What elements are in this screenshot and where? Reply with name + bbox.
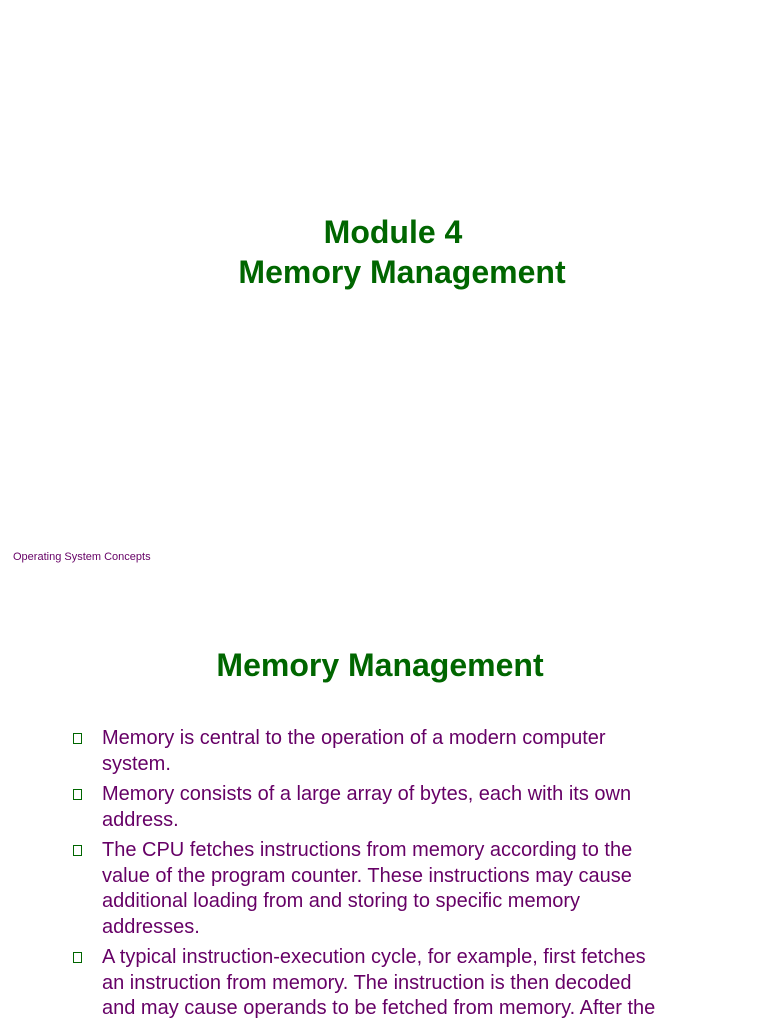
bullet-text: Memory is central to the operation of a modern computer system. (102, 727, 606, 775)
slide-footer: Operating System Concepts (13, 551, 151, 563)
bullet-item (70, 838, 670, 940)
bullet-item (70, 726, 670, 777)
bullet-text: A typical instruction-execution cycle, for example, first fetches an instruction from memory. The instruction is then decoded and may cause operands to be fetched from memory. After the (102, 946, 656, 1019)
module-subtitle: Memory Management (238, 254, 566, 290)
bullet-item (70, 782, 670, 833)
bullet-list (70, 726, 670, 1024)
bullet-text: Memory consists of a large array of bytes, each with its own address. (102, 783, 632, 831)
content-slide (0, 590, 768, 1024)
module-title: Module 4 (323, 214, 463, 250)
bullet-box-icon (73, 789, 82, 800)
bullet-item (70, 945, 670, 1022)
bullet-box-icon (73, 845, 82, 856)
bullet-box-icon (73, 952, 82, 963)
bullet-box-icon (73, 733, 82, 744)
bullet-text: The CPU fetches instructions from memory according to the value of the program counter. These instructions may cause additional loading from and storing to specific memory addresses. (102, 839, 633, 938)
slide-title: Memory Management (216, 647, 544, 683)
